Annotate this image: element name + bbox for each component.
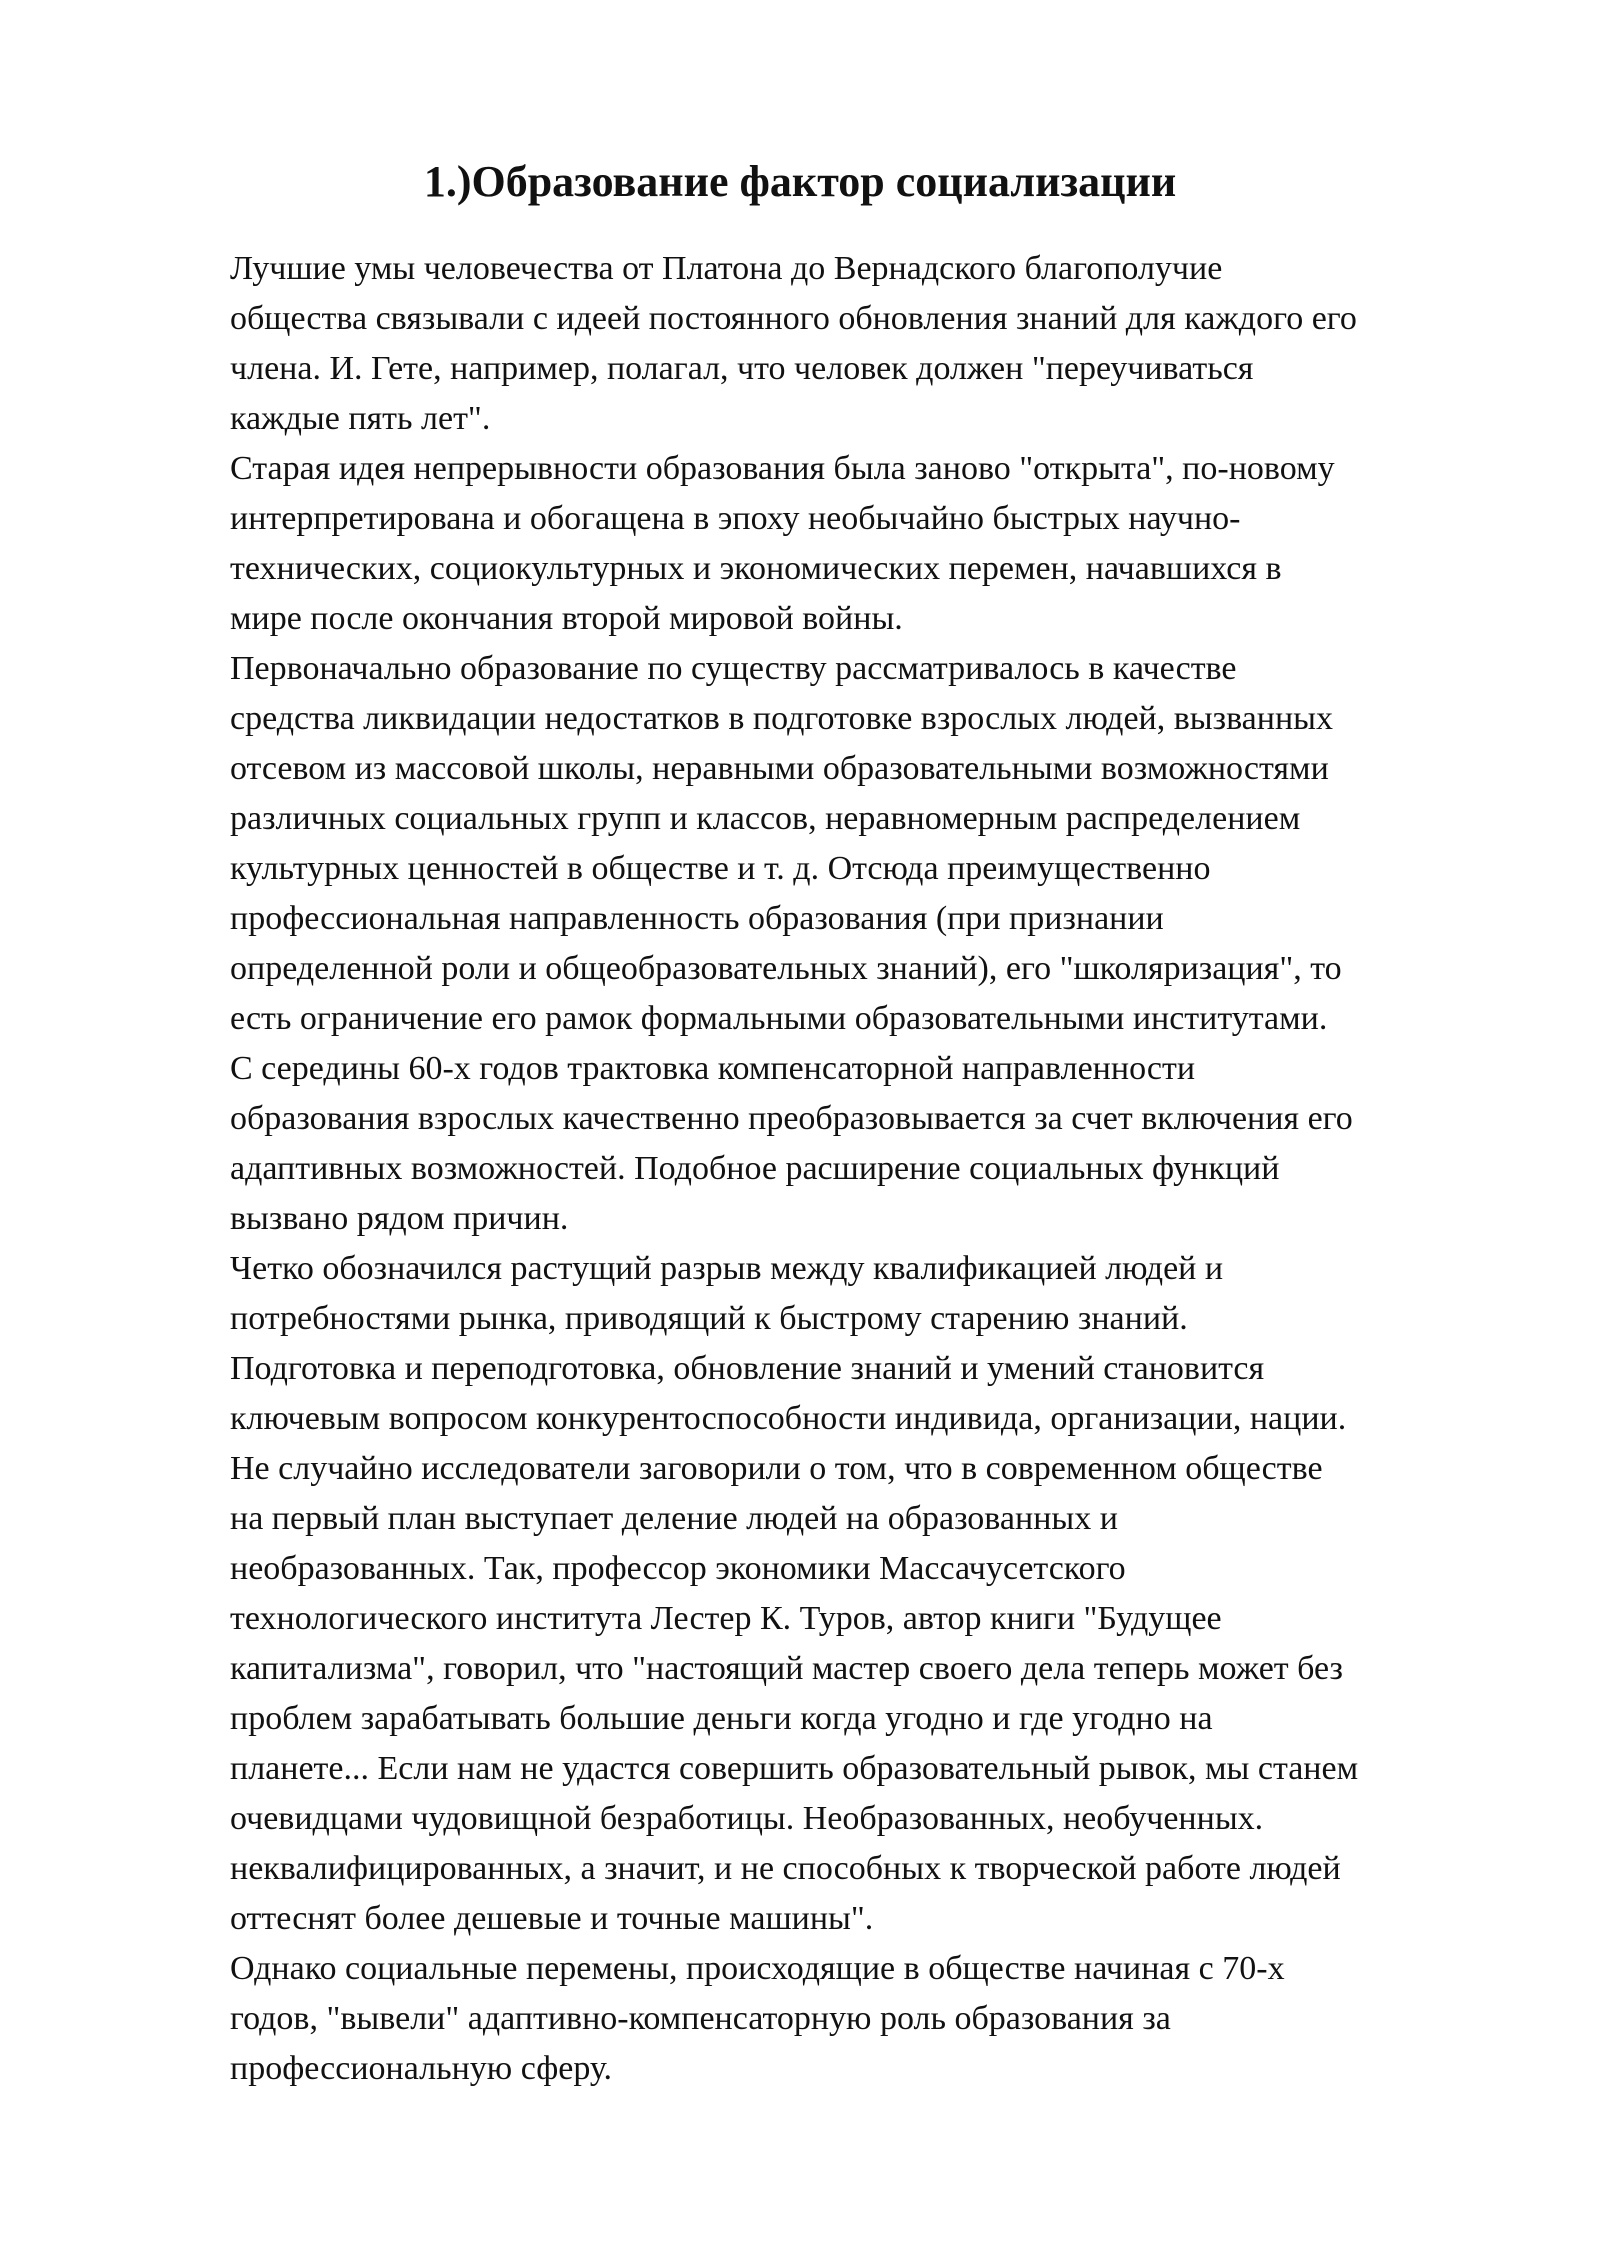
text-line: Не случайно исследователи заговорили о том, что в современном обществе: [230, 1450, 1323, 1487]
text-line: адаптивных возможностей. Подобное расширение социальных функций: [230, 1150, 1280, 1187]
text-line: члена. И. Гете, например, полагал, что человек должен "переучиваться: [230, 350, 1254, 387]
text-line: средства ликвидации недостатков в подготовке взрослых людей, вызванных: [230, 700, 1334, 737]
text-line: Подготовка и переподготовка, обновление знаний и умений становится: [230, 1350, 1265, 1387]
text-line: технических, социокультурных и экономических перемен, начавшихся в: [230, 550, 1282, 587]
text-line: каждые пять лет".: [230, 400, 491, 437]
text-line: Первоначально образование по существу рассматривалось в качестве: [230, 650, 1237, 687]
text-line: необразованных. Так, профессор экономики Массачусетского: [230, 1550, 1126, 1587]
text-line: очевидцами чудовищной безработицы. Необразованных, необученных.: [230, 1800, 1264, 1837]
text-line: мире после окончания второй мировой войны.: [230, 600, 903, 637]
text-line: вызвано рядом причин.: [230, 1200, 569, 1237]
text-line: определенной роли и общеобразовательных знаний), его "школяризация", то: [230, 950, 1342, 987]
text-line: оттеснят более дешевые и точные машины".: [230, 1900, 874, 1937]
text-line: Четко обозначился растущий разрыв между квалификацией людей и: [230, 1250, 1224, 1287]
text-line: ключевым вопросом конкурентоспособности индивида, организации, нации.: [230, 1400, 1347, 1437]
text-line: капитализма", говорил, что "настоящий мастер своего дела теперь может без: [230, 1650, 1343, 1687]
text-line: потребностями рынка, приводящий к быстрому старению знаний.: [230, 1300, 1188, 1337]
text-line: Однако социальные перемены, происходящие в обществе начиная с 70-х: [230, 1950, 1285, 1987]
text-line: общества связывали с идеей постоянного обновления знаний для каждого его: [230, 300, 1357, 337]
text-line: профессиональная направленность образования (при признании: [230, 900, 1164, 937]
text-line: проблем зарабатывать большие деньги когда угодно и где угодно на: [230, 1700, 1213, 1737]
body-text: [230, 244, 1570, 2094]
text-line: С середины 60-х годов трактовка компенсаторной направленности: [230, 1050, 1196, 1087]
text-line: годов, "вывели" адаптивно-компенсаторную роль образования за: [230, 2000, 1171, 2037]
text-line: отсевом из массовой школы, неравными образовательными возможностями: [230, 750, 1329, 787]
text-line: неквалифицированных, а значит, и не способных к творческой работе людей: [230, 1850, 1341, 1887]
text-line: есть ограничение его рамок формальными образовательными институтами.: [230, 1000, 1328, 1037]
text-line: интерпретирована и обогащена в эпоху необычайно быстрых научно-: [230, 500, 1241, 537]
text-line: культурных ценностей в обществе и т. д. Отсюда преимущественно: [230, 850, 1211, 887]
text-line: Лучшие умы человечества от Платона до Вернадского благополучие: [230, 250, 1223, 287]
page-title: 1.)Образование фактор социализации: [423, 157, 1177, 206]
text-line: на первый план выступает деление людей на образованных и: [230, 1500, 1118, 1537]
text-line: различных социальных групп и классов, неравномерным распределением: [230, 800, 1301, 837]
text-line: планете... Если нам не удастся совершить образовательный рывок, мы станем: [230, 1750, 1359, 1787]
text-line: Старая идея непрерывности образования была заново "открыта", по-новому: [230, 450, 1335, 487]
text-line: технологического института Лестер К. Туров, автор книги "Будущее: [230, 1600, 1222, 1637]
text-line: образования взрослых качественно преобразовывается за счет включения его: [230, 1100, 1353, 1137]
text-line: профессиональную сферу.: [230, 2050, 612, 2087]
